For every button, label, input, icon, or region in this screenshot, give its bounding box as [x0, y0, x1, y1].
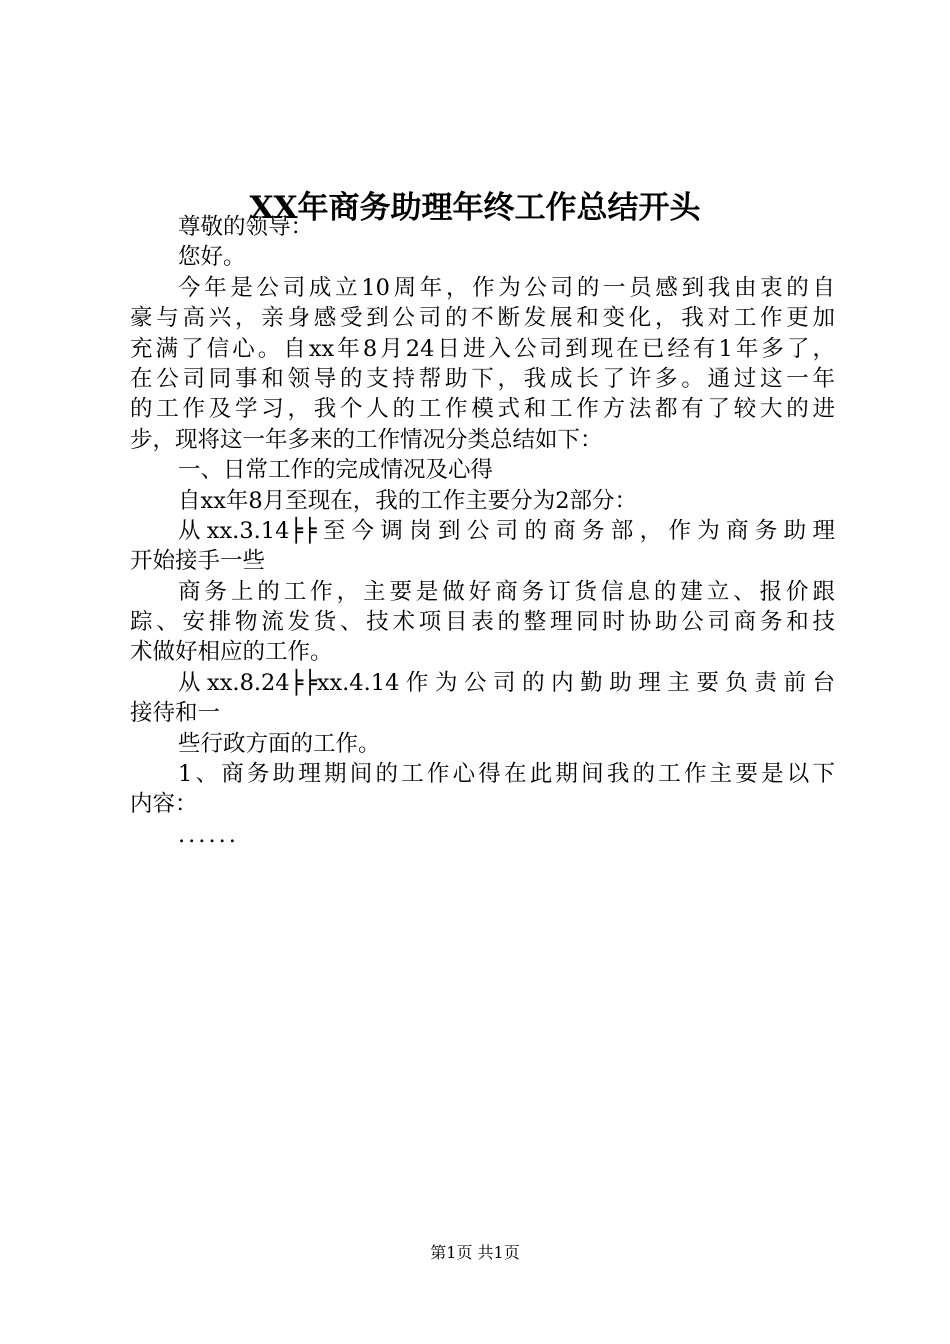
body-line: 的工作及学习，我个人的工作模式和工作方法都有了较大的进: [130, 396, 835, 423]
body-line: 接待和一: [130, 700, 221, 727]
body-line: 今年是公司成立10周年，作为公司的一员感到我由衷的自: [178, 274, 835, 301]
ellipsis-line: ......: [178, 821, 239, 848]
body-line: 从xx.8.24╞╞xx.4.14作为公司的内勤助理主要负责前台: [178, 669, 835, 696]
body-line: 踪、安排物流发货、技术项目表的整理同时协助公司商务和技: [130, 609, 835, 636]
body-line: 从xx.3.14╞╞至今调岗到公司的商务部，作为商务助理: [178, 517, 835, 544]
body-line: 步，现将这一年多来的工作情况分类总结如下：: [130, 426, 603, 453]
section-heading: 一、日常工作的完成情况及心得: [178, 457, 494, 484]
body-line: 术做好相应的工作。: [130, 639, 333, 666]
document-title: XX年商务助理年终工作总结开头: [249, 190, 701, 226]
page-footer: 第1页 共1页: [430, 1243, 520, 1262]
body-line: 1、商务助理期间的工作心得在此期间我的工作主要是以下: [178, 761, 835, 788]
document-body: [130, 212, 835, 850]
body-line: 尊敬的领导：: [178, 214, 314, 240]
body-line: 豪与高兴，亲身感受到公司的不断发展和变化，我对工作更加: [130, 305, 835, 332]
body-line: 在公司同事和领导的支持帮助下，我成长了许多。通过这一年: [130, 365, 835, 392]
body-line: 些行政方面的工作。: [178, 730, 381, 757]
body-line: 开始接手一些: [130, 548, 266, 575]
body-line: 充满了信心。自xx年8月24日进入公司到现在已经有1年多了，: [130, 335, 835, 362]
body-line: 内容：: [130, 791, 198, 818]
body-line: 您好。: [178, 244, 246, 271]
body-line: 商务上的工作，主要是做好商务订货信息的建立、报价跟: [178, 578, 835, 605]
body-line: 自xx年8月至现在，我的工作主要分为2部分：: [178, 487, 638, 514]
